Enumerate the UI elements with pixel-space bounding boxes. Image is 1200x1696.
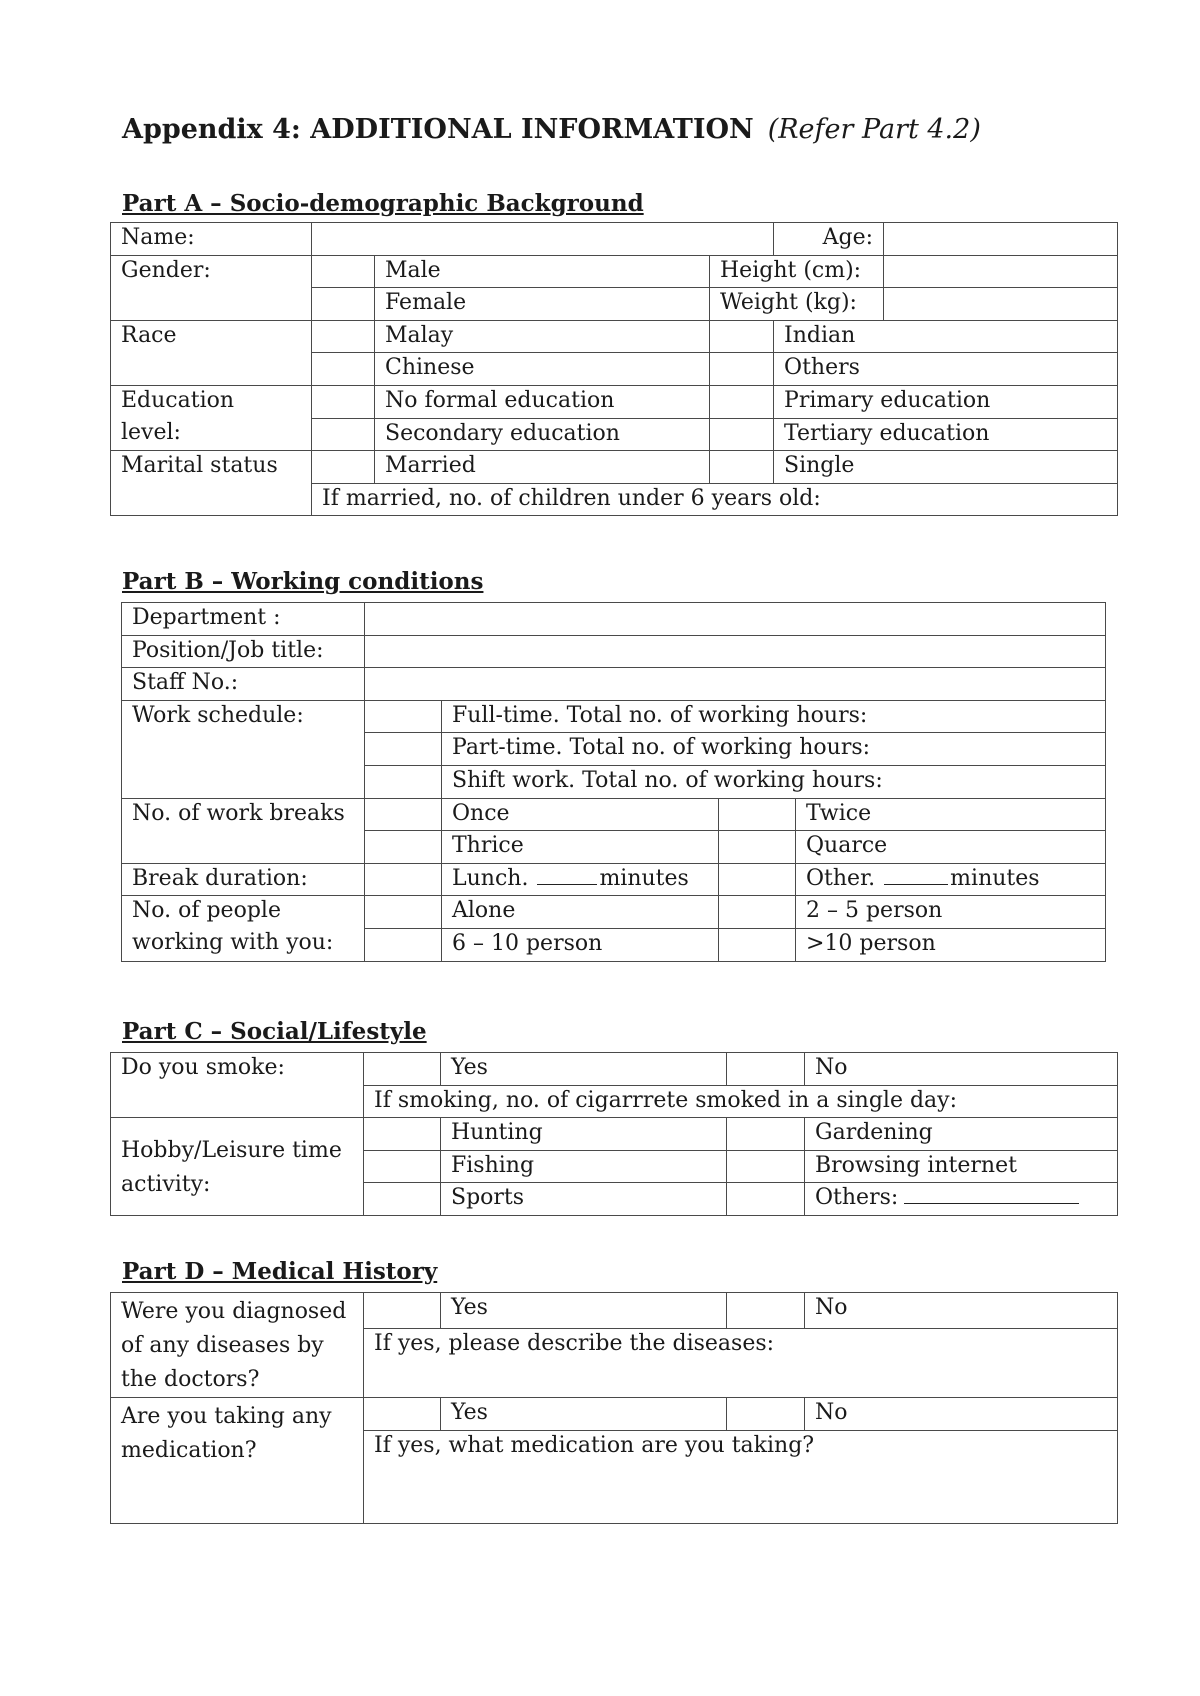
height-field[interactable]	[884, 255, 1118, 288]
title-main: Appendix 4: ADDITIONAL INFORMATION	[122, 114, 754, 145]
row-break-duration	[122, 863, 1106, 896]
quarce-checkbox[interactable]	[719, 831, 796, 864]
smoke-no-option: No	[805, 1053, 1118, 1086]
people-label-top: No. of people	[122, 896, 365, 929]
married-checkbox[interactable]	[312, 451, 375, 484]
education-label-bottom: level:	[111, 418, 312, 451]
fishing-checkbox[interactable]	[364, 1150, 441, 1183]
tertiary-checkbox[interactable]	[710, 418, 774, 451]
no-formal-option: No formal education	[375, 385, 710, 418]
row-department	[122, 603, 1106, 636]
part-d-table	[110, 1292, 1118, 1524]
hunting-checkbox[interactable]	[364, 1118, 441, 1151]
part-a-table	[110, 222, 1118, 516]
once-checkbox[interactable]	[365, 798, 442, 831]
department-field[interactable]	[365, 603, 1106, 636]
part-b-table	[121, 602, 1106, 962]
gardening-checkbox[interactable]	[727, 1118, 805, 1151]
male-option: Male	[375, 255, 710, 288]
row-marital	[111, 451, 1118, 484]
part-c-table	[110, 1052, 1118, 1216]
position-field[interactable]	[365, 635, 1106, 668]
two-five-checkbox[interactable]	[719, 896, 796, 929]
row-education-1	[111, 385, 1118, 418]
title-reference: (Refer Part 4.2)	[767, 114, 981, 145]
primary-option: Primary education	[774, 385, 1118, 418]
lunch-minutes-blank[interactable]	[537, 866, 597, 885]
height-label: Height (cm):	[710, 255, 884, 288]
six-ten-checkbox[interactable]	[365, 928, 442, 961]
part-time-checkbox[interactable]	[365, 733, 442, 766]
row-smoke	[111, 1053, 1118, 1086]
malay-option: Malay	[375, 320, 710, 353]
more-ten-checkbox[interactable]	[719, 928, 796, 961]
part-a-heading: Part A – Socio-demographic Background	[122, 190, 644, 217]
position-label: Position/Job title:	[122, 635, 365, 668]
secondary-option: Secondary education	[375, 418, 710, 451]
page-title	[122, 114, 981, 145]
six-ten-option: 6 – 10 person	[442, 928, 719, 961]
twice-option: Twice	[796, 798, 1106, 831]
thrice-option: Thrice	[442, 831, 719, 864]
once-option: Once	[442, 798, 719, 831]
female-checkbox[interactable]	[312, 288, 375, 321]
indian-option: Indian	[774, 320, 1118, 353]
row-race-1	[111, 320, 1118, 353]
diagnosed-no-checkbox[interactable]	[727, 1293, 805, 1329]
sports-option: Sports	[441, 1183, 727, 1216]
name-label: Name:	[111, 223, 312, 256]
staff-no-label: Staff No.:	[122, 668, 365, 701]
marital-label: Marital status	[111, 451, 312, 516]
others-hobby-option	[805, 1183, 1118, 1216]
smoke-yes-option: Yes	[441, 1053, 727, 1086]
smoke-no-checkbox[interactable]	[727, 1053, 805, 1086]
diagnosed-no-option: No	[805, 1293, 1118, 1329]
medication-no-checkbox[interactable]	[727, 1398, 805, 1431]
quarce-option: Quarce	[796, 831, 1106, 864]
row-hobby-1	[111, 1118, 1118, 1151]
cigarettes-field[interactable]: If smoking, no. of cigarrrete smoked in a single day:	[364, 1085, 1118, 1118]
part-d-heading: Part D – Medical History	[122, 1258, 438, 1285]
hunting-option: Hunting	[441, 1118, 727, 1151]
name-field[interactable]	[312, 223, 774, 256]
part-c-heading: Part C – Social/Lifestyle	[122, 1018, 427, 1045]
twice-checkbox[interactable]	[719, 798, 796, 831]
part-time-option: Part-time. Total no. of working hours:	[442, 733, 1106, 766]
row-medication	[111, 1398, 1118, 1431]
row-people-2	[122, 928, 1106, 961]
work-schedule-label: Work schedule:	[122, 700, 365, 798]
thrice-checkbox[interactable]	[365, 831, 442, 864]
others-race-option: Others	[774, 353, 1118, 386]
medication-yes-checkbox[interactable]	[364, 1398, 441, 1431]
break-duration-label: Break duration:	[122, 863, 365, 896]
primary-checkbox[interactable]	[710, 385, 774, 418]
lunch-minutes-unit: minutes	[599, 865, 689, 891]
full-time-option: Full-time. Total no. of working hours:	[442, 700, 1106, 733]
lunch-label: Lunch.	[452, 865, 529, 891]
others-hobby-checkbox[interactable]	[727, 1183, 805, 1216]
shift-option: Shift work. Total no. of working hours:	[442, 765, 1106, 798]
single-checkbox[interactable]	[710, 451, 774, 484]
part-b-heading: Part B – Working conditions	[122, 568, 484, 595]
row-staff-no	[122, 668, 1106, 701]
female-option: Female	[375, 288, 710, 321]
describe-diseases-field[interactable]: If yes, please describe the diseases:	[364, 1328, 1118, 1397]
browsing-checkbox[interactable]	[727, 1150, 805, 1183]
tertiary-option: Tertiary education	[774, 418, 1118, 451]
age-field[interactable]	[884, 223, 1118, 256]
breaks-label: No. of work breaks	[122, 798, 365, 863]
male-checkbox[interactable]	[312, 255, 375, 288]
other-minutes-unit: minutes	[950, 865, 1040, 891]
staff-no-field[interactable]	[365, 668, 1106, 701]
smoke-label: Do you smoke:	[111, 1053, 364, 1118]
shift-checkbox[interactable]	[365, 765, 442, 798]
education-label-top: Education	[111, 385, 312, 418]
gardening-option: Gardening	[805, 1118, 1118, 1151]
alone-checkbox[interactable]	[365, 896, 442, 929]
gender-label: Gender:	[111, 255, 312, 320]
chinese-option: Chinese	[375, 353, 710, 386]
other-minutes-blank[interactable]	[884, 866, 948, 885]
medication-field[interactable]: If yes, what medication are you taking?	[364, 1430, 1118, 1523]
row-name	[111, 223, 1118, 256]
weight-field[interactable]	[884, 288, 1118, 321]
browsing-option: Browsing internet	[805, 1150, 1118, 1183]
diagnosed-label: Were you diagnosed of any diseases by the doctors?	[111, 1293, 364, 1398]
secondary-checkbox[interactable]	[312, 418, 375, 451]
row-people-1	[122, 896, 1106, 929]
row-education-2	[111, 418, 1118, 451]
medication-no-option: No	[805, 1398, 1118, 1431]
two-five-option: 2 – 5 person	[796, 896, 1106, 929]
other-break-option	[796, 863, 1106, 896]
race-label: Race	[111, 320, 312, 385]
lunch-option	[442, 863, 719, 896]
others-hobby-label: Others:	[815, 1185, 899, 1211]
row-position	[122, 635, 1106, 668]
other-break-checkbox[interactable]	[719, 863, 796, 896]
children-field[interactable]: If married, no. of children under 6 years old:	[312, 483, 1118, 516]
single-option: Single	[774, 451, 1118, 484]
department-label: Department :	[122, 603, 365, 636]
others-hobby-blank[interactable]	[904, 1185, 1079, 1204]
malay-checkbox[interactable]	[312, 320, 375, 353]
fishing-option: Fishing	[441, 1150, 727, 1183]
smoke-yes-checkbox[interactable]	[364, 1053, 441, 1086]
row-diagnosed	[111, 1293, 1118, 1329]
row-breaks-1	[122, 798, 1106, 831]
alone-option: Alone	[442, 896, 719, 929]
sports-checkbox[interactable]	[364, 1183, 441, 1216]
people-label-bottom: working with you:	[122, 928, 365, 961]
weight-label: Weight (kg):	[710, 288, 884, 321]
row-full-time	[122, 700, 1106, 733]
medication-label: Are you taking any medication?	[111, 1398, 364, 1524]
medication-yes-option: Yes	[441, 1398, 727, 1431]
age-label: Age:	[774, 223, 884, 256]
hobby-label: Hobby/Leisure time activity:	[111, 1118, 364, 1216]
diagnosed-yes-checkbox[interactable]	[364, 1293, 441, 1329]
indian-checkbox[interactable]	[710, 320, 774, 353]
diagnosed-yes-option: Yes	[441, 1293, 727, 1329]
no-formal-checkbox[interactable]	[312, 385, 375, 418]
chinese-checkbox[interactable]	[312, 353, 375, 386]
married-option: Married	[375, 451, 710, 484]
others-race-checkbox[interactable]	[710, 353, 774, 386]
lunch-checkbox[interactable]	[365, 863, 442, 896]
row-gender-male	[111, 255, 1118, 288]
more-ten-option: >10 person	[796, 928, 1106, 961]
full-time-checkbox[interactable]	[365, 700, 442, 733]
other-break-label: Other.	[806, 865, 876, 891]
